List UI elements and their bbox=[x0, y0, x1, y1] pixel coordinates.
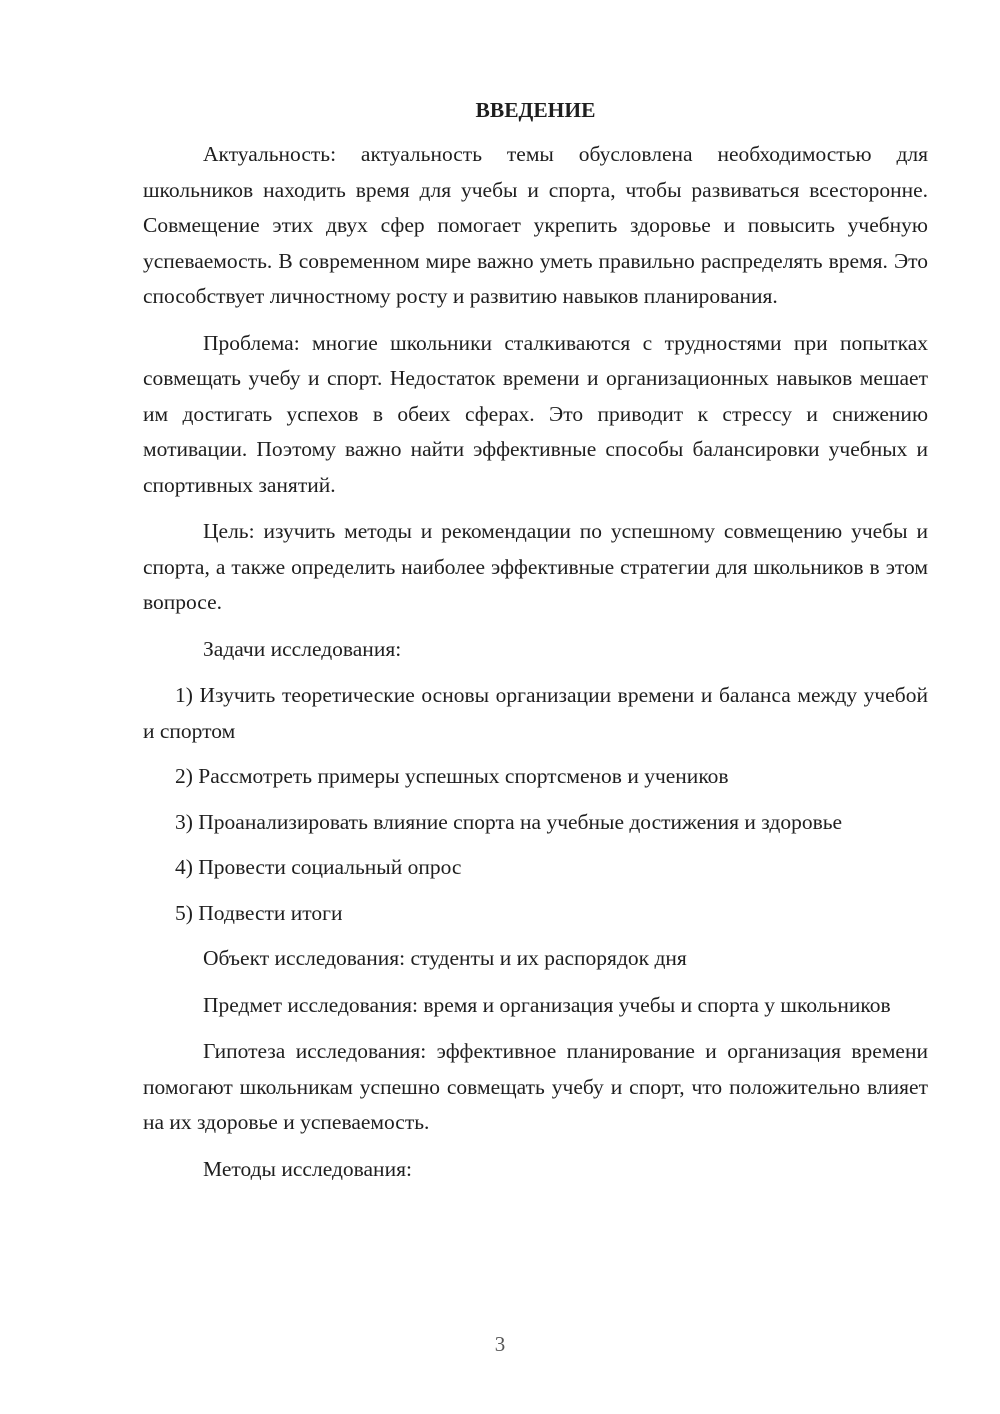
document-page bbox=[143, 94, 928, 1198]
methods-heading: Методы исследования: bbox=[203, 1156, 412, 1181]
page-number: 3 bbox=[494, 1332, 506, 1356]
research-object-paragraph: Объект исследования: студенты и их распорядок дня bbox=[203, 946, 687, 970]
hypothesis-paragraph: Гипотеза исследования: эффективное планирование и организация времени помогают школьникам успешно совмещать учебу и спорт, что положительно влияет на их здоровье и успеваемость. bbox=[143, 1039, 928, 1134]
problem-paragraph: Проблема: многие школьники сталкиваются с трудностями при попытках совмещать учебу и спорт. Недостаток времени и организационных навыков мешает им достигать успехов в обеих сферах. Это приводит к стрессу и снижению мотивации. Поэтому важно найти эффективные способы балансировки учебных и спортивных занятий. bbox=[143, 330, 928, 497]
task-item-1: 1) Изучить теоретические основы организации времени и баланса между учебой и спортом bbox=[143, 683, 928, 743]
task-item-4: 4) Провести социальный опрос bbox=[175, 855, 462, 879]
task-item-2: 2) Рассмотреть примеры успешных спортсменов и учеников bbox=[175, 764, 729, 788]
tasks-heading: Задачи исследования: bbox=[203, 636, 402, 661]
research-subject-paragraph: Предмет исследования: время и организация учебы и спорта у школьников bbox=[203, 992, 891, 1017]
task-item-5: 5) Подвести итоги bbox=[175, 900, 343, 925]
goal-paragraph: Цель: изучить методы и рекомендации по успешному совмещению учебы и спорта, а также определить наиболее эффективные стратегии для школьников в этом вопросе. bbox=[143, 519, 928, 614]
relevance-paragraph: Актуальность: актуальность темы обусловлена необходимостью для школьников находить время для учебы и спорта, чтобы развиваться всесторонне. Совмещение этих двух сфер помогает укрепить здоровье и повысить учебную успеваемость. В современном мире важно уметь правильно распределять время. Это способствует личностному росту и развитию навыков планирования. bbox=[143, 142, 928, 308]
section-title: ВВЕДЕНИЕ bbox=[475, 98, 596, 122]
task-item-3: 3) Проанализировать влияние спорта на учебные достижения и здоровье bbox=[175, 809, 843, 834]
